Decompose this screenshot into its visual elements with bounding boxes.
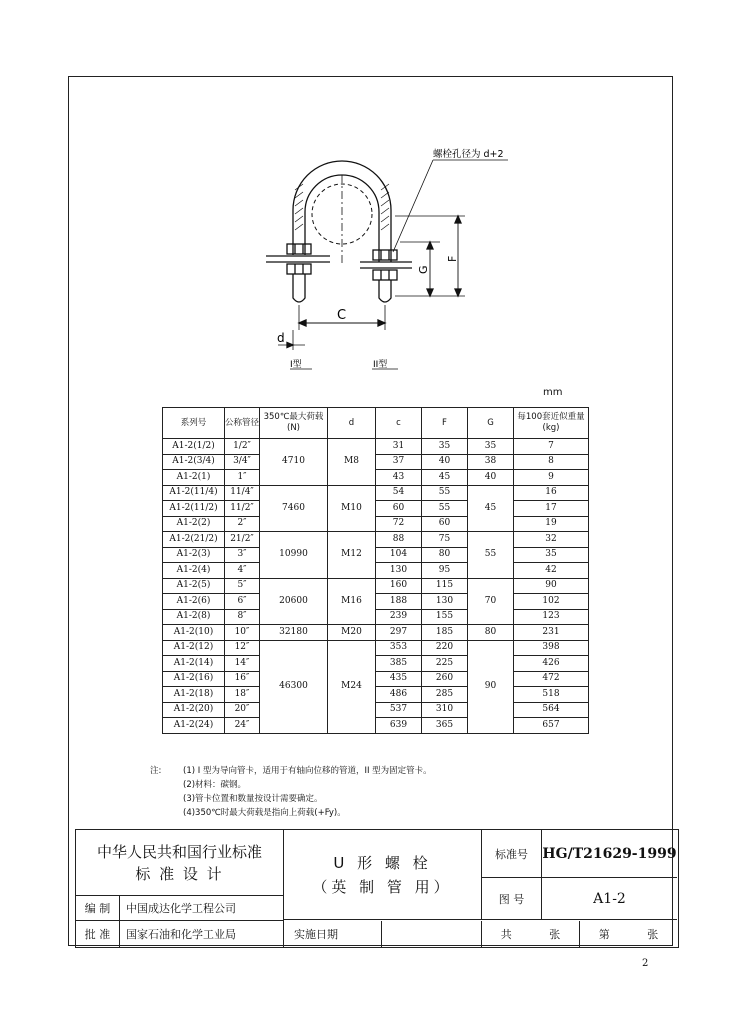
notes (150, 764, 432, 820)
load-cell: 10990 (260, 532, 328, 579)
weight-cell: 90 (514, 578, 589, 594)
weight-cell: 16 (514, 485, 589, 501)
total-sheets-label: 共 (500, 928, 512, 941)
load-cell: 32180 (260, 625, 328, 641)
series-cell: A1-2(1) (163, 470, 225, 486)
impl-date-label: 实施日期 (284, 921, 382, 947)
nominal-cell: 20″ (225, 702, 260, 718)
table-row (163, 687, 589, 703)
c-cell: 435 (376, 671, 422, 687)
table-row (163, 594, 589, 610)
c-cell: 537 (376, 702, 422, 718)
f-cell: 75 (422, 532, 468, 548)
weight-cell: 657 (514, 718, 589, 734)
series-cell: A1-2(16) (163, 671, 225, 687)
note-item: (1) I 型为导向管卡，适用于有轴向位移的管道，II 型为固定管卡。 (183, 766, 432, 776)
weight-cell: 426 (514, 656, 589, 672)
table-row (163, 625, 589, 641)
table-row (163, 547, 589, 563)
table-row (163, 640, 589, 656)
nominal-cell: 24″ (225, 718, 260, 734)
f-cell: 310 (422, 702, 468, 718)
nominal-cell: 5″ (225, 578, 260, 594)
series-cell: A1-2(14) (163, 656, 225, 672)
notes-prefix: 注: (150, 766, 162, 776)
unit-label: mm (543, 387, 563, 398)
table-row (163, 718, 589, 734)
g-cell: 80 (468, 625, 514, 641)
f-cell: 225 (422, 656, 468, 672)
c-cell: 486 (376, 687, 422, 703)
type-2-label: II型 (373, 360, 388, 370)
approved-value: 国家石油和化学工业局 (120, 921, 284, 947)
header-g: G (468, 408, 514, 439)
nominal-cell: 3/4″ (225, 454, 260, 470)
weight-cell: 398 (514, 640, 589, 656)
f-cell: 60 (422, 516, 468, 532)
f-cell: 130 (422, 594, 468, 610)
dim-c-label: C (337, 308, 347, 323)
series-cell: A1-2(5) (163, 578, 225, 594)
f-cell: 40 (422, 454, 468, 470)
g-cell: 90 (468, 640, 514, 733)
series-cell: A1-2(8) (163, 609, 225, 625)
nominal-cell: 10″ (225, 625, 260, 641)
c-cell: 639 (376, 718, 422, 734)
series-cell: A1-2(18) (163, 687, 225, 703)
std-no-label: 标准号 (482, 830, 542, 878)
nominal-cell: 16″ (225, 671, 260, 687)
std-no-value: HG/T21629-1999 (542, 830, 677, 878)
impl-date-value (382, 921, 482, 947)
table-row (163, 656, 589, 672)
note-item: (3)管卡位置和数量按设计需要确定。 (183, 794, 323, 804)
g-cell: 55 (468, 532, 514, 579)
note-line (150, 764, 432, 778)
nominal-cell: 11/2″ (225, 501, 260, 517)
c-cell: 239 (376, 609, 422, 625)
weight-cell: 123 (514, 609, 589, 625)
page-number: 2 (642, 958, 649, 969)
header-weight: 每100套近似重量(kg) (514, 408, 589, 439)
standard-title-line1: 中华人民共和国行业标准 (96, 842, 262, 861)
f-cell: 185 (422, 625, 468, 641)
weight-cell: 42 (514, 563, 589, 579)
f-cell: 55 (422, 501, 468, 517)
header-nominal: 公称管径 (225, 408, 260, 439)
series-cell: A1-2(2) (163, 516, 225, 532)
f-cell: 35 (422, 439, 468, 455)
note-item: (4)350℃时最大荷载是指向上荷载(+Fy)。 (183, 808, 346, 818)
f-cell: 285 (422, 687, 468, 703)
series-cell: A1-2(12) (163, 640, 225, 656)
nominal-cell: 3″ (225, 547, 260, 563)
dim-g-label: G (417, 265, 430, 274)
series-cell: A1-2(1/2) (163, 439, 225, 455)
table-row (163, 702, 589, 718)
d-cell: M8 (328, 439, 376, 486)
c-cell: 385 (376, 656, 422, 672)
series-cell: A1-2(10) (163, 625, 225, 641)
nominal-cell: 4″ (225, 563, 260, 579)
table-row (163, 439, 589, 455)
f-cell: 155 (422, 609, 468, 625)
c-cell: 60 (376, 501, 422, 517)
f-cell: 45 (422, 470, 468, 486)
d-cell: M12 (328, 532, 376, 579)
c-cell: 54 (376, 485, 422, 501)
weight-cell: 102 (514, 594, 589, 610)
c-cell: 43 (376, 470, 422, 486)
series-cell: A1-2(21/2) (163, 532, 225, 548)
series-cell: A1-2(11/2) (163, 501, 225, 517)
f-cell: 55 (422, 485, 468, 501)
header-d: d (328, 408, 376, 439)
table-row (163, 671, 589, 687)
table-row (163, 532, 589, 548)
c-cell: 72 (376, 516, 422, 532)
series-cell: A1-2(6) (163, 594, 225, 610)
c-cell: 297 (376, 625, 422, 641)
nominal-cell: 14″ (225, 656, 260, 672)
f-cell: 95 (422, 563, 468, 579)
hole-diameter-label: 螺栓孔径为 d+2 (433, 149, 504, 160)
c-cell: 88 (376, 532, 422, 548)
drawing-no-label: 图 号 (482, 878, 542, 920)
weight-cell: 17 (514, 501, 589, 517)
table-row (163, 470, 589, 486)
g-cell: 40 (468, 470, 514, 486)
sheet-no-unit: 张 (647, 928, 659, 941)
c-cell: 37 (376, 454, 422, 470)
weight-cell: 8 (514, 454, 589, 470)
u-bolt-drawing (0, 0, 740, 400)
g-cell: 70 (468, 578, 514, 625)
sheet-no-label: 第 (598, 928, 610, 941)
f-cell: 260 (422, 671, 468, 687)
table-row (163, 454, 589, 470)
series-cell: A1-2(20) (163, 702, 225, 718)
g-cell: 35 (468, 439, 514, 455)
part-title-line2: （英 制 管 用） (312, 877, 453, 896)
load-cell: 20600 (260, 578, 328, 625)
weight-cell: 472 (514, 671, 589, 687)
dim-f-label: F (446, 255, 459, 262)
d-cell: M24 (328, 640, 376, 733)
type-1-label: I型 (290, 360, 302, 370)
c-cell: 188 (376, 594, 422, 610)
sheet-number (580, 921, 677, 947)
spec-table (162, 407, 589, 734)
nominal-cell: 12″ (225, 640, 260, 656)
series-cell: A1-2(4) (163, 563, 225, 579)
approved-label: 批 准 (76, 921, 120, 947)
g-cell: 45 (468, 485, 514, 532)
c-cell: 160 (376, 578, 422, 594)
dim-d-label: d (277, 331, 285, 345)
load-cell: 4710 (260, 439, 328, 486)
drawing-no-value: A1-2 (542, 878, 677, 920)
table-row (163, 516, 589, 532)
header-c: c (376, 408, 422, 439)
weight-cell: 518 (514, 687, 589, 703)
standard-title-line2: 标 准 设 计 (135, 864, 224, 883)
header-load: 350℃最大荷载(N) (260, 408, 328, 439)
nominal-cell: 11/4″ (225, 485, 260, 501)
total-sheets (482, 921, 580, 947)
d-cell: M16 (328, 578, 376, 625)
d-cell: M20 (328, 625, 376, 641)
part-title-line1: U 形 螺 栓 (333, 853, 432, 872)
c-cell: 104 (376, 547, 422, 563)
c-cell: 31 (376, 439, 422, 455)
weight-cell: 19 (514, 516, 589, 532)
nominal-cell: 1/2″ (225, 439, 260, 455)
nominal-cell: 2″ (225, 516, 260, 532)
header-f: F (422, 408, 468, 439)
header-series: 系列号 (163, 408, 225, 439)
table-row (163, 563, 589, 579)
weight-cell: 9 (514, 470, 589, 486)
f-cell: 365 (422, 718, 468, 734)
table-row (163, 501, 589, 517)
f-cell: 115 (422, 578, 468, 594)
series-cell: A1-2(24) (163, 718, 225, 734)
f-cell: 220 (422, 640, 468, 656)
table-row (163, 609, 589, 625)
nominal-cell: 8″ (225, 609, 260, 625)
total-sheets-unit: 张 (549, 928, 561, 941)
nominal-cell: 18″ (225, 687, 260, 703)
weight-cell: 35 (514, 547, 589, 563)
weight-cell: 32 (514, 532, 589, 548)
table-row (163, 485, 589, 501)
load-cell: 7460 (260, 485, 328, 532)
nominal-cell: 21/2″ (225, 532, 260, 548)
f-cell: 80 (422, 547, 468, 563)
nominal-cell: 6″ (225, 594, 260, 610)
weight-cell: 564 (514, 702, 589, 718)
series-cell: A1-2(3) (163, 547, 225, 563)
part-title (284, 830, 482, 920)
nominal-cell: 1″ (225, 470, 260, 486)
note-item: (2)材料：碳钢。 (183, 780, 247, 790)
weight-cell: 231 (514, 625, 589, 641)
series-cell: A1-2(11/4) (163, 485, 225, 501)
c-cell: 353 (376, 640, 422, 656)
load-cell: 46300 (260, 640, 328, 733)
compiled-label: 编 制 (76, 896, 120, 921)
weight-cell: 7 (514, 439, 589, 455)
series-cell: A1-2(3/4) (163, 454, 225, 470)
table-header-row (163, 408, 589, 439)
standard-title (76, 830, 284, 896)
c-cell: 130 (376, 563, 422, 579)
d-cell: M10 (328, 485, 376, 532)
g-cell: 38 (468, 454, 514, 470)
title-block (75, 829, 679, 948)
compiled-value: 中国成达化学工程公司 (120, 896, 284, 921)
table-row (163, 578, 589, 594)
